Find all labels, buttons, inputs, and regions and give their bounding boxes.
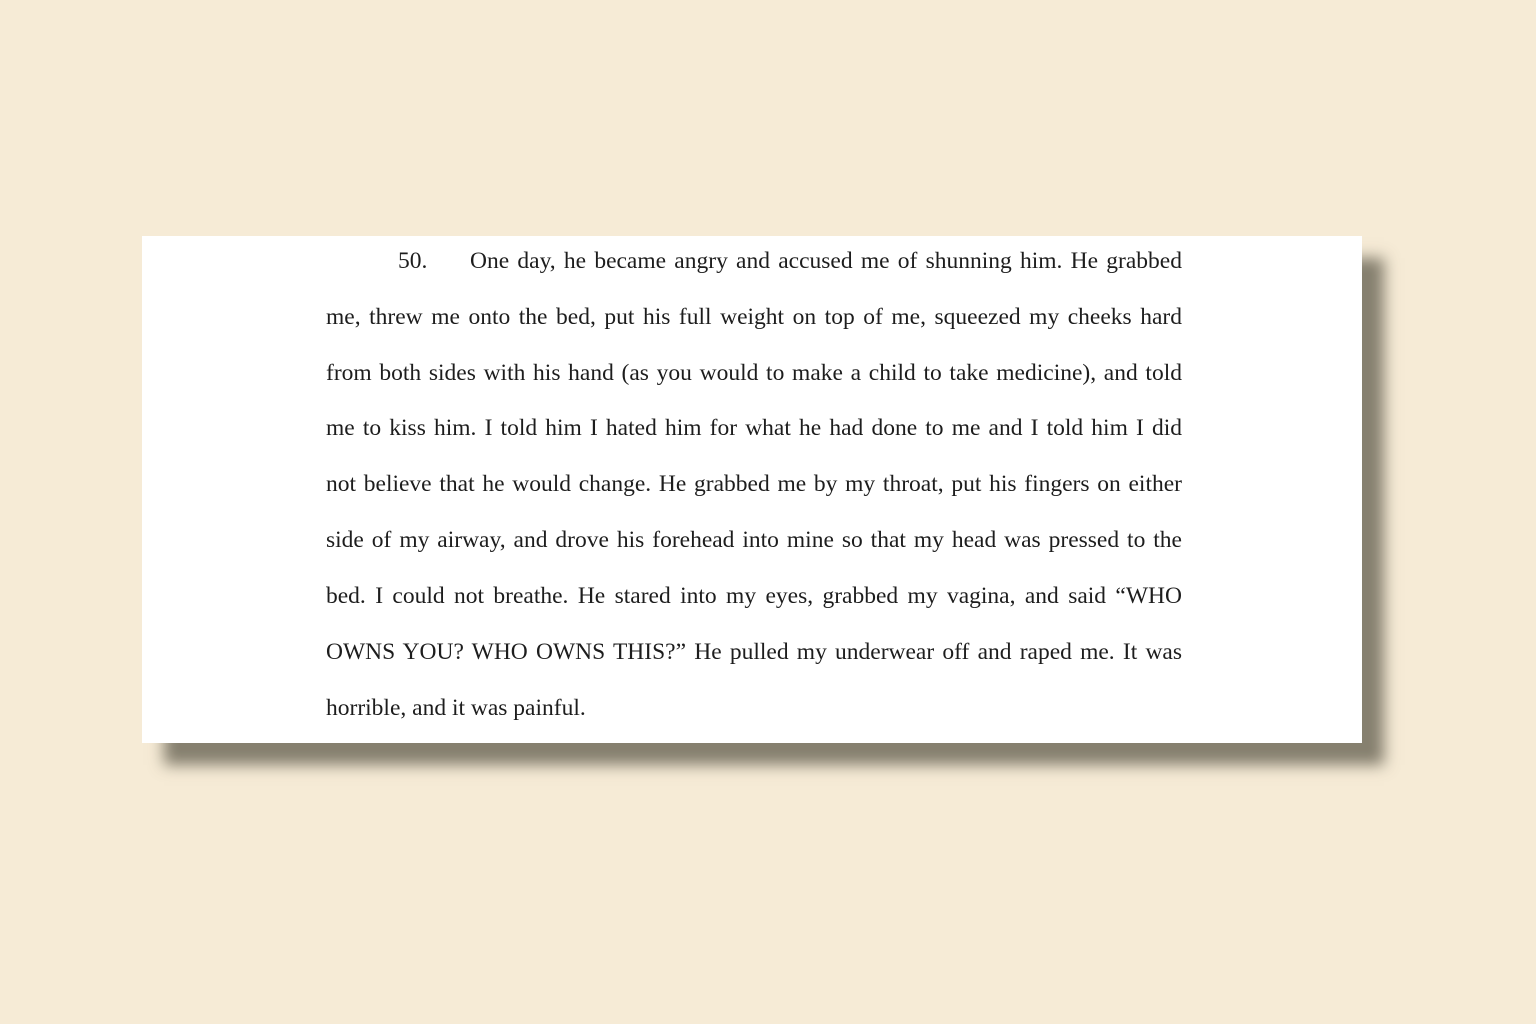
paragraph-line: me, threw me onto the bed, put his full weight on top of me, squeezed my cheeks hard [326,304,1182,330]
paragraph-line: from both sides with his hand (as you would to make a child to take medicine), and told [326,360,1182,386]
document-excerpt-card [142,236,1362,743]
paragraph-line: side of my airway, and drove his forehead into mine so that my head was pressed to the [326,527,1182,553]
paragraph-line: horrible, and it was painful. [326,695,586,721]
paragraph-number: 50. [398,248,428,274]
paragraph-line: OWNS YOU? WHO OWNS THIS?” He pulled my underwear off and raped me. It was [326,639,1182,665]
paragraph-line: bed. I could not breathe. He stared into my eyes, grabbed my vagina, and said “WHO [326,583,1182,609]
paragraph-line: One day, he became angry and accused me of shunning him. He grabbed [470,248,1182,274]
paragraph-line: not believe that he would change. He grabbed me by my throat, put his fingers on either [326,471,1182,497]
paragraph-line: me to kiss him. I told him I hated him for what he had done to me and I told him I did [326,415,1182,441]
